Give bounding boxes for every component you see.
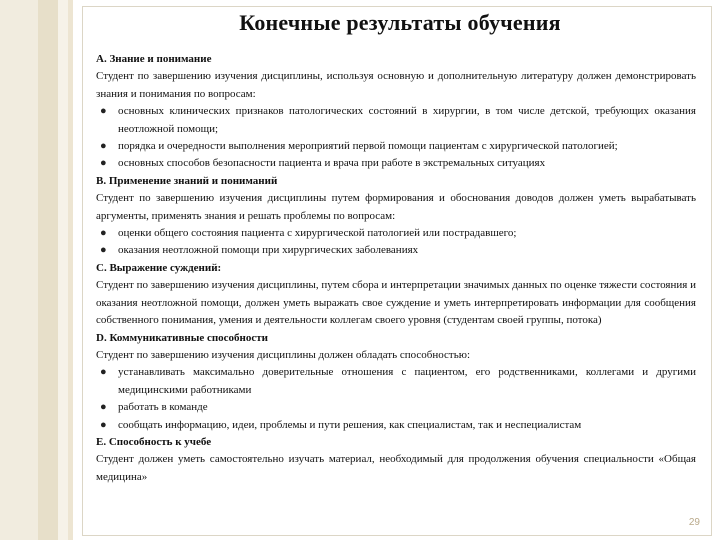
list-item-text: основных способов безопасности пациента и врача при работе в экстремальных ситуациях xyxy=(118,157,546,170)
section-intro: Студент по завершению изучения дисциплины, используя основную и дополнительную литературу должен демонстрировать знания и понимания по вопросам: xyxy=(96,70,696,100)
list-item-text: устанавливать максимально доверительные отношения с пациентом, его родственниками, коллегами и другими медицинскими работниками xyxy=(118,366,696,396)
section-heading: Е. Способность к учебе xyxy=(96,435,212,448)
list-item-text: оказания неотложной помощи при хирургических заболеваниях xyxy=(118,244,419,257)
list-item xyxy=(96,138,696,155)
section-intro: Студент должен уметь самостоятельно изучать материал, необходимый для продолжения обучения специальности «Общая медицина» xyxy=(96,453,696,483)
list-item xyxy=(96,399,696,416)
decor-stripe xyxy=(0,0,38,540)
bullet-icon: ● xyxy=(100,401,107,414)
section-heading: В. Применение знаний и пониманий xyxy=(96,174,278,187)
list-item xyxy=(96,242,696,259)
slide-title: Конечные результаты обучения xyxy=(239,10,561,35)
list-item xyxy=(96,225,696,242)
bullet-list xyxy=(96,364,696,434)
decor-stripe xyxy=(38,0,58,540)
list-item-text: оценки общего состояния пациента с хирургической патологией или пострадавшего; xyxy=(118,227,517,240)
bullet-icon: ● xyxy=(100,105,107,118)
bullet-list xyxy=(96,103,696,173)
bullet-icon: ● xyxy=(100,140,107,153)
decor-stripe xyxy=(58,0,68,540)
bullet-icon: ● xyxy=(100,157,107,170)
list-item xyxy=(96,417,696,434)
slide-content xyxy=(96,51,696,486)
list-item-text: сообщать информацию, идеи, проблемы и пути решения, как специалистам, так и неспециалистам xyxy=(118,418,582,431)
list-item xyxy=(96,364,696,399)
section-intro: Студент по завершению изучения дисциплины, путем сбора и интерпретации значимых данных по оценке тяжести состояния и оказания неотложной помощи, должен уметь выражать свое суждение и уметь интерпретировать информации для сообщения собственного понимания, умения и деятельности коллегам своего уровня (студентам своей группы, потока) xyxy=(96,279,696,327)
list-item-text: основных клинических признаков патологических состояний в хирургии, в том числе детской, требующих оказания неотложной помощи; xyxy=(118,105,696,135)
list-item xyxy=(96,155,696,172)
section-heading: А. Знание и понимание xyxy=(96,53,212,65)
section-heading: D. Коммуникативные способности xyxy=(96,331,269,344)
decor-stripe xyxy=(68,0,73,540)
bullet-list xyxy=(96,225,696,260)
list-item-text: порядка и очередности выполнения мероприятий первой помощи пациентам с хирургической патологией; xyxy=(118,140,618,153)
page-number: 29 xyxy=(688,517,700,528)
bullet-icon: ● xyxy=(100,244,107,257)
list-item xyxy=(96,103,696,138)
section-intro: Студент по завершению изучения дисциплины путем формирования и обоснования доводов должен уметь вырабатывать аргументы, применять знания и решать проблемы по вопросам: xyxy=(96,192,696,222)
list-item-text: работать в команде xyxy=(118,401,208,414)
section-intro: Студент по завершению изучения дисциплины должен обладать способностью: xyxy=(96,348,471,361)
bullet-icon: ● xyxy=(100,418,107,431)
bullet-icon: ● xyxy=(100,227,107,240)
section-heading: С. Выражение суждений: xyxy=(96,261,222,274)
bullet-icon: ● xyxy=(100,366,107,379)
